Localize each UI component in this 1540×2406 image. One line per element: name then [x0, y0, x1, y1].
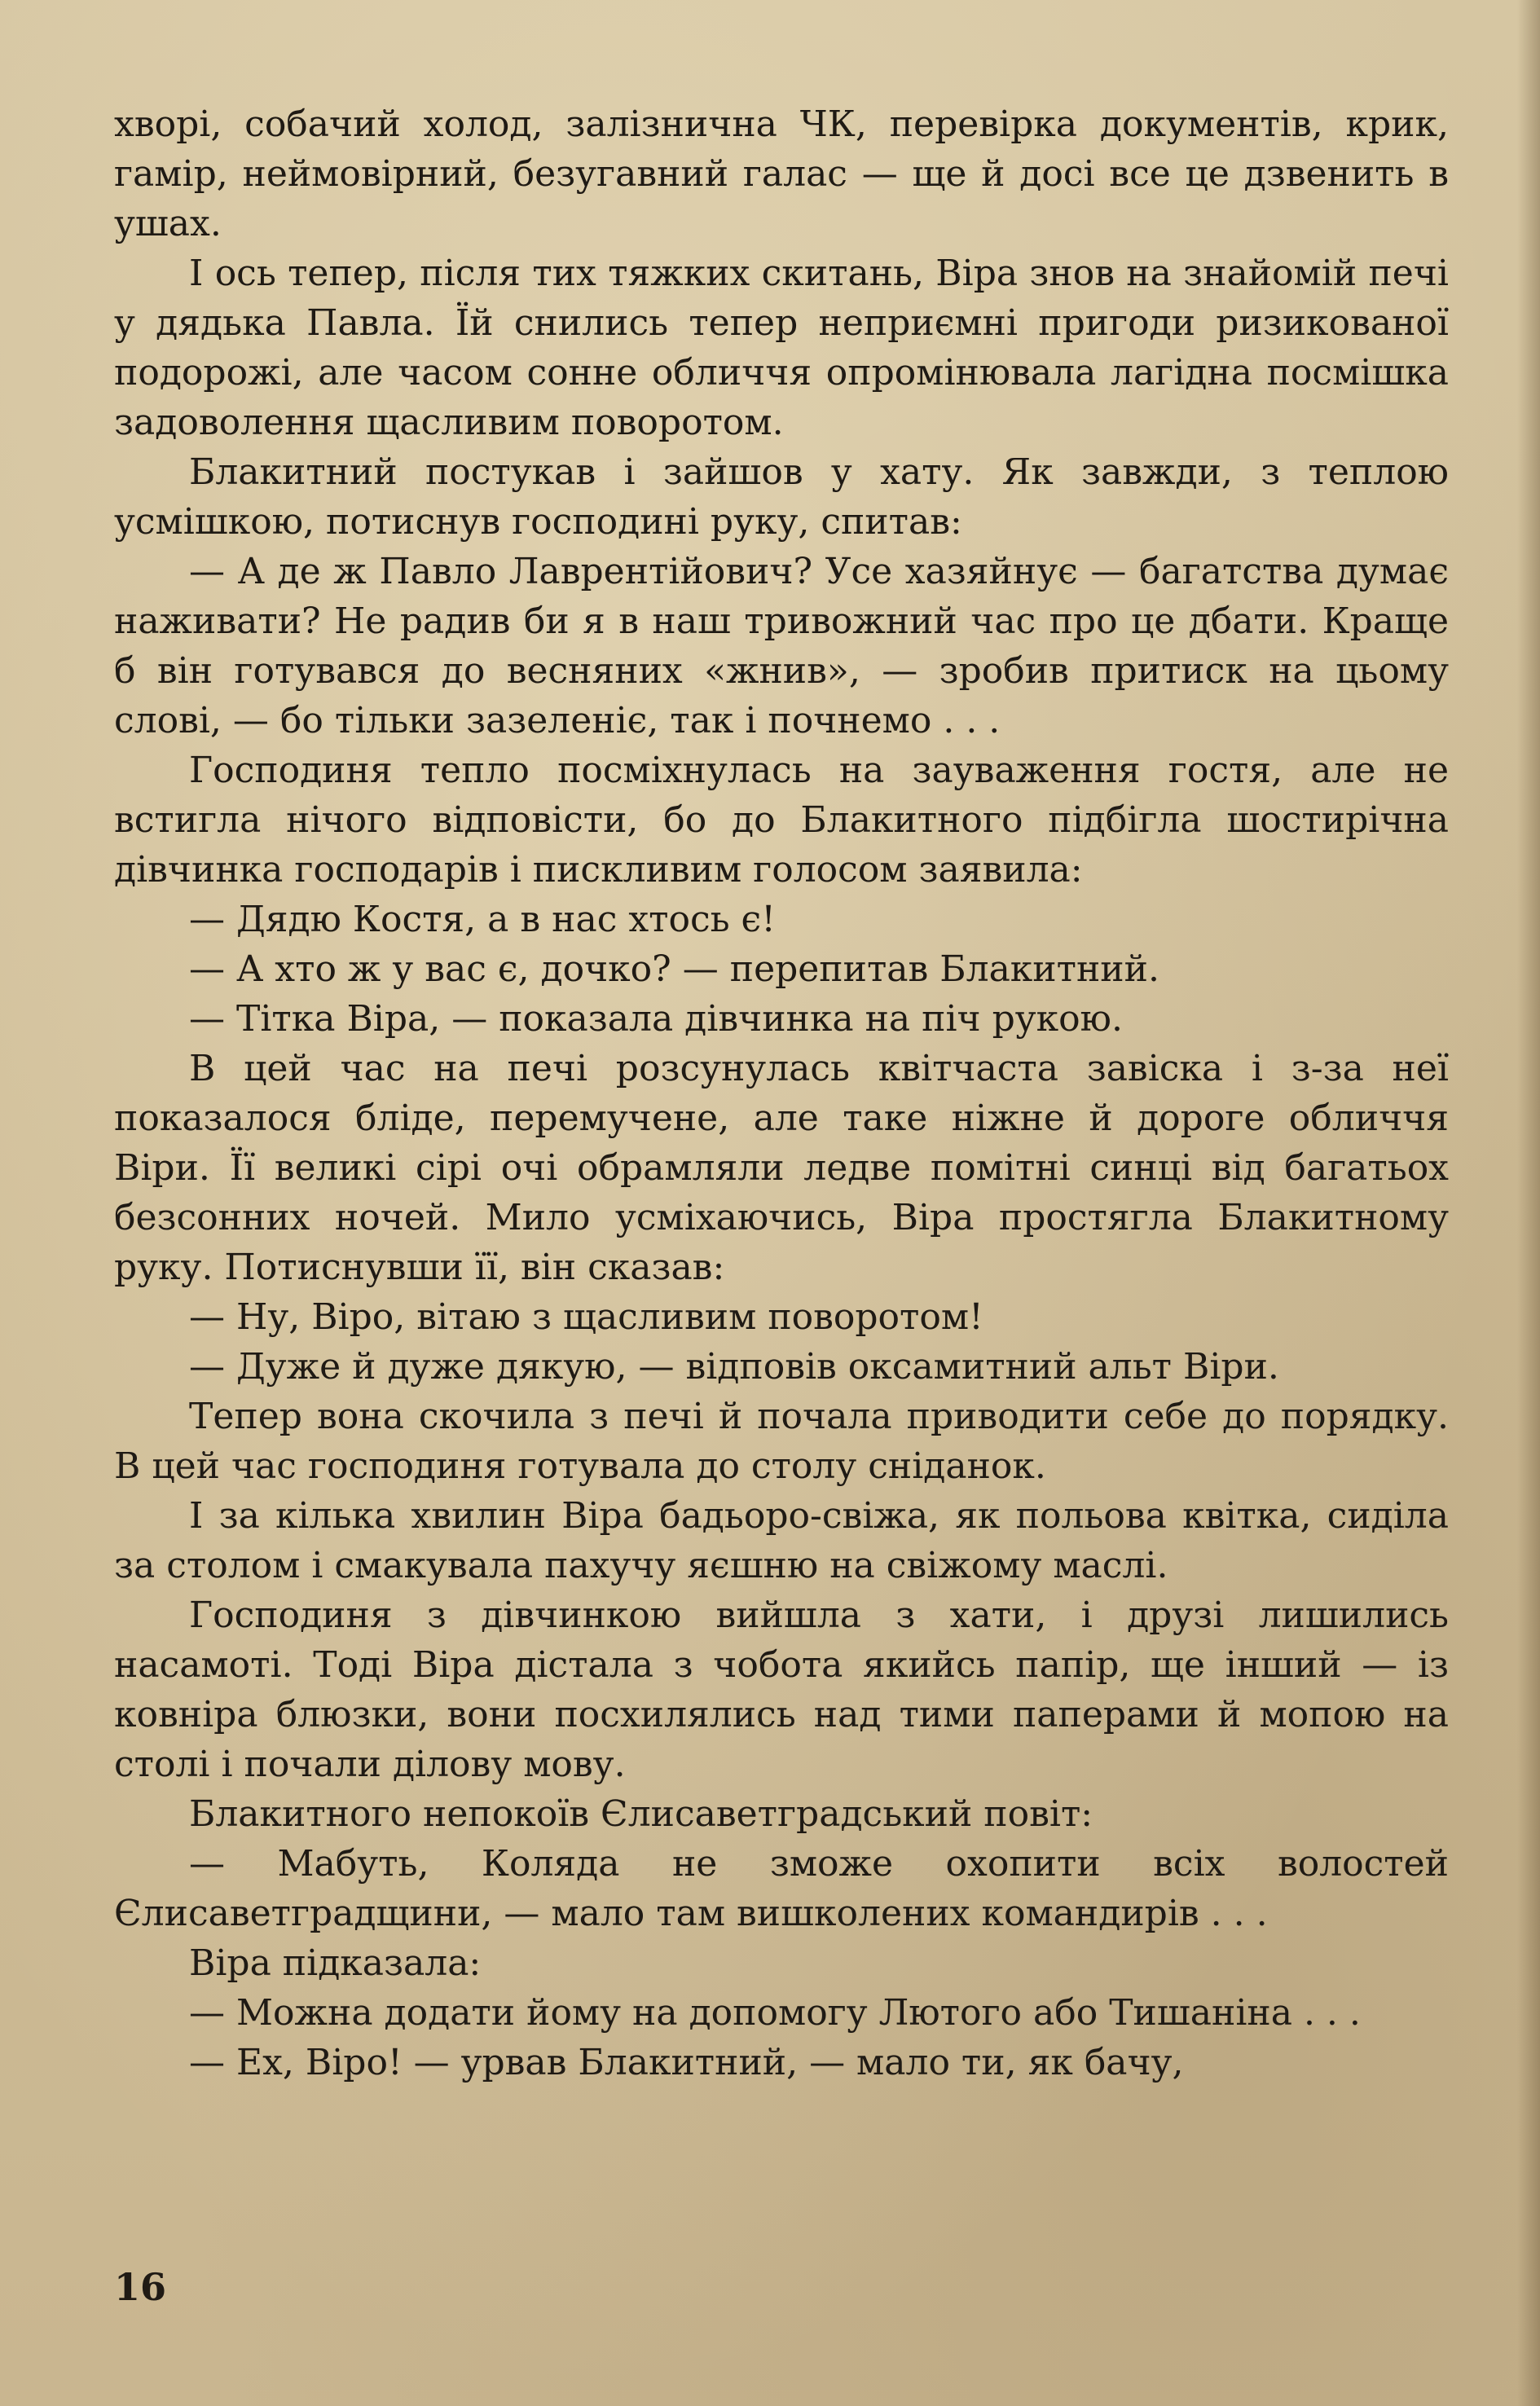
paragraph: І ось тепер, після тих тяжких скитань, Віра знов на знайомій печі у дядька Павла. Їй снились тепер неприємні пригоди ризикованої подорожі, але часом сонне обличчя опромінювала лагідна посмішка задоволення щасливим поворотом. — [114, 253, 1449, 443]
paragraph: Блакитний постукав і зайшов у хату. Як завжди, з теплою усмішкою, потиснув господині руку, спитав: — [114, 451, 1449, 543]
dialogue-line: — Дядю Костя, а в нас хтось є! — [189, 899, 776, 940]
page-number: 16 — [114, 2265, 167, 2309]
dialogue-line: — Дуже й дуже дякую, — відповів оксамитний альт Віри. — [189, 1346, 1279, 1388]
dialogue-line: — Можна додати йому на допомогу Лютого або Тишаніна . . . — [189, 1992, 1361, 2034]
paragraph: Господиня тепло посміхнулась на зауваження гостя, але не встигла нічого відповісти, бо до Блакитного підбігла шостирічна дівчинка господарів і пискливим голосом заявила: — [114, 750, 1449, 891]
page-body-text — [114, 99, 1449, 2087]
paragraph: І за кілька хвилин Віра бадьоро-свіжа, як польова квітка, сиділа за столом і смакувала пахучу яєшню на свіжому маслі. — [114, 1495, 1449, 1586]
dialogue-line: — А де ж Павло Лаврентійович? Усе хазяйнує — багатства думає наживати? Не радив би я в наш тривожний час про це дбати. Краще б він готувався до весняних «жнив», — зробив притиск на цьому слові, — бо тільки зазеленіє, так і почнемо . . . — [114, 551, 1449, 741]
dialogue-line: — А хто ж у вас є, дочко? — перепитав Блакитний. — [189, 948, 1159, 990]
paragraph: Господиня з дівчинкою вийшла з хати, і друзі лишились насамоті. Тоді Віра дістала з чобота якийсь папір, ще інший — із ковніра блюзки, вони посхилялись над тими паперами й мопою на столі і почали ділову мову. — [114, 1594, 1449, 1785]
dialogue-line: — Ех, Віро! — урвав Блакитний, — мало ти, як бачу, — [189, 2042, 1184, 2083]
dialogue-line: — Тітка Віра, — показала дівчинка на піч рукою. — [189, 998, 1123, 1040]
paragraph: Блакитного непокоїв Єлисаветградський повіт: — [189, 1793, 1093, 1835]
paragraph: хворі, собачий холод, залізнична ЧК, перевірка документів, крик, гамір, неймовірний, безугавний галас — ще й досі все це дзвенить в ушах. — [114, 103, 1449, 244]
paragraph: Тепер вона скочила з печі й почала приводити себе до порядку. В цей час господиня готувала до столу сніданок. — [114, 1396, 1449, 1487]
page-edge-shadow — [1517, 0, 1540, 2406]
dialogue-line: — Ну, Віро, вітаю з щасливим поворотом! — [189, 1296, 983, 1338]
paragraph: В цей час на печі розсунулась квітчаста завіска і з-за неї показалося бліде, перемучене, але таке ніжне й дороге обличчя Віри. Її великі сірі очі обрамляли ледве помітні синці від багатьох безсонних ночей. Мило усміхаючись, Віра простягла Блакитному руку. Потиснувши її, він сказав: — [114, 1048, 1449, 1288]
dialogue-line: — Мабуть, Коляда не зможе охопити всіх волостей Єлисаветградщини, — мало там вишколених командирів . . . — [114, 1843, 1449, 1934]
paragraph: Віра підказала: — [189, 1942, 482, 1984]
